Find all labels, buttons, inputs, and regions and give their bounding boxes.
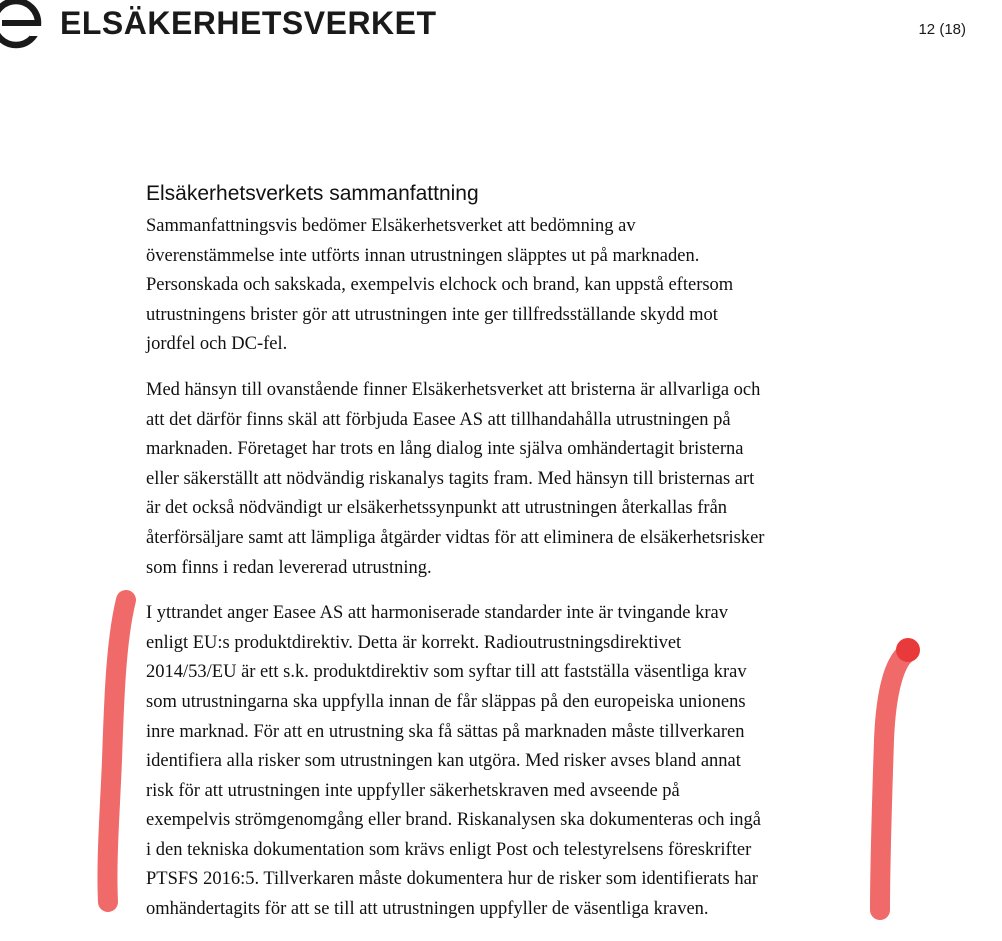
text-line: att det därför finns skäl att förbjuda Easee AS att tillhandahålla utrustningen på — [146, 409, 731, 430]
section-heading: Elsäkerhetsverkets sammanfattning — [146, 182, 479, 205]
text-line: är det också nödvändigt ur elsäkerhetssynpunkt att utrustningen återkallas från — [146, 498, 728, 519]
text-line: som finns i redan levererad utrustning. — [146, 557, 432, 578]
text-line: Personskada och sakskada, exempelvis elchock och brand, kan uppstå eftersom — [146, 275, 734, 296]
text-line: exempelvis strömgenomgång eller brand. Riskanalysen ska dokumenteras och ingå — [146, 810, 761, 831]
page-header — [0, 0, 1002, 60]
paragraph-statement — [146, 599, 846, 925]
right-highlight-stroke — [880, 652, 908, 910]
document-body — [146, 180, 846, 941]
text-line: I yttrandet anger Easee AS att harmoniserade standarder inte är tvingande krav — [146, 603, 729, 624]
text-line: som utrustningarna ska uppfylla innan de får släppas på den europeiska unionens — [146, 691, 746, 712]
paragraph-summary — [146, 212, 846, 360]
agency-name: ELSÄKERHETSVERKET — [60, 5, 437, 41]
annotation-dot — [896, 638, 920, 662]
text-line: 2014/53/EU är ett s.k. produktdirektiv som syftar till att fastställa väsentliga krav — [146, 662, 747, 683]
text-line: Med hänsyn till ovanstående finner Elsäkerhetsverket att bristerna är allvarliga och — [146, 379, 761, 400]
text-line: risk för att utrustningen inte uppfyller säkerhetskraven med avseende på — [146, 780, 680, 801]
text-line: enligt EU:s produktdirektiv. Detta är korrekt. Radioutrustningsdirektivet — [146, 632, 682, 653]
text-line: inre marknad. För att en utrustning ska få sättas på marknaden måste tillverkaren — [146, 721, 745, 742]
text-line: Sammanfattningsvis bedömer Elsäkerhetsverket att bedömning av — [146, 216, 636, 236]
text-line: eller säkerställt att nödvändig riskanalys tagits fram. Med hänsyn till bristernas art — [146, 468, 755, 489]
text-line: PTSFS 2016:5. Tillverkaren måste dokumentera hur de risker som identifierats har — [146, 869, 758, 890]
agency-logo-icon — [0, 0, 46, 50]
text-line: identifiera alla risker som utrustningen kan utgöra. Med risker avses bland annat — [146, 751, 741, 772]
paragraph-conclusion — [146, 376, 846, 583]
text-line: återförsäljare samt att lämpliga åtgärder vidtas för att eliminera de elsäkerhetsrisker — [146, 527, 765, 548]
left-highlight-stroke — [107, 600, 126, 902]
page-number: 12 (18) — [918, 21, 966, 38]
text-line: utrustningens brister gör att utrustningen inte ger tillfredsställande skydd mot — [146, 304, 718, 325]
text-line: jordfel och DC-fel. — [146, 334, 288, 355]
text-line: överenstämmelse inte utförts innan utrustningen släpptes ut på marknaden. — [146, 245, 700, 266]
text-line: omhändertagits för att se till att utrustningen uppfyller de väsentliga kraven. — [146, 899, 709, 920]
text-line: marknaden. Företaget har trots en lång dialog inte själva omhändertagit bristerna — [146, 439, 744, 460]
text-line: i den tekniska dokumentation som krävs enligt Post och telestyrelsens föreskrifter — [146, 839, 752, 860]
